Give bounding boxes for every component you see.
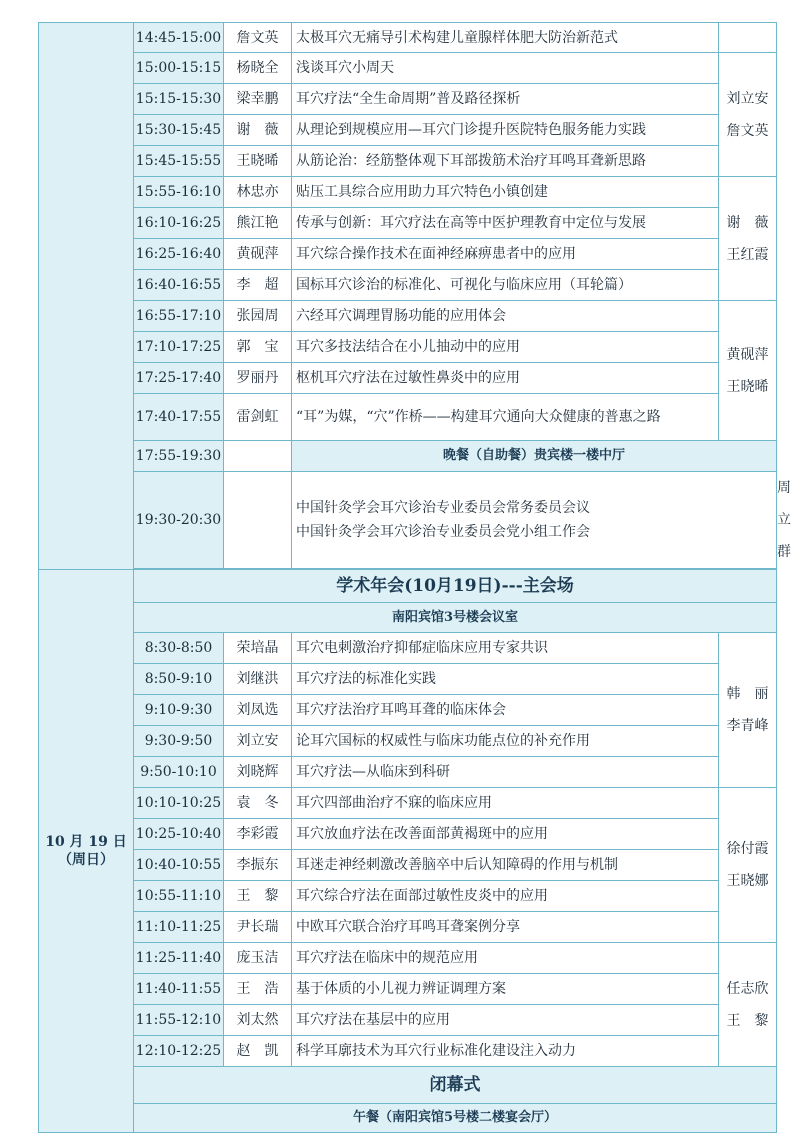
venue-label: 南阳宾馆3号楼会议室 (134, 603, 777, 633)
speaker-name: 郭 宝 (224, 332, 292, 363)
speaker-name: 李 超 (224, 270, 292, 301)
session-time: 15:30-15:45 (134, 115, 224, 146)
session-time: 17:25-17:40 (134, 363, 224, 394)
talk-topic: 基于体质的小儿视力辨证调理方案 (292, 974, 719, 1005)
talk-topic: 浅谈耳穴小周天 (292, 53, 719, 84)
moderator-cell (719, 788, 777, 943)
speaker-name: 李振东 (224, 850, 292, 881)
session-time: 10:25-10:40 (134, 819, 224, 850)
speaker-name: 王 黎 (224, 881, 292, 912)
session-time: 11:55-12:10 (134, 1005, 224, 1036)
speaker-name: 赵 凯 (224, 1036, 292, 1067)
speaker-cell-empty (224, 472, 292, 569)
talk-topic: 从理论到规模应用—耳穴门诊提升医院特色服务能力实践 (292, 115, 719, 146)
talk-topic: 科学耳廓技术为耳穴行业标准化建设注入动力 (292, 1036, 719, 1067)
speaker-name: 雷剑虹 (224, 394, 292, 441)
moderator-name: 王红霞 (726, 246, 769, 263)
talk-topic: 中欧耳穴联合治疗耳鸣耳聋案例分享 (292, 912, 719, 943)
talk-topic: 耳穴综合操作技术在面神经麻痹患者中的应用 (292, 239, 719, 270)
talk-topic: 耳穴疗法治疗耳鸣耳聋的临床体会 (292, 695, 719, 726)
talk-topic: 贴压工具综合应用助力耳穴特色小镇创建 (292, 177, 719, 208)
moderator-name: 韩 丽 (726, 686, 769, 702)
speaker-name: 刘晓辉 (224, 757, 292, 788)
moderator-cell (719, 53, 777, 177)
speaker-name: 尹长瑞 (224, 912, 292, 943)
speaker-name: 詹文英 (224, 23, 292, 53)
session-time: 10:55-11:10 (134, 881, 224, 912)
session-time: 16:40-16:55 (134, 270, 224, 301)
moderator-name: 谢 薇 (726, 214, 769, 231)
speaker-name: 刘立安 (224, 726, 292, 757)
talk-topic: 国标耳穴诊治的标准化、可视化与临床应用（耳轮篇） (292, 270, 719, 301)
talk-topic: 从筋论治：经筋整体观下耳部拨筋术治疗耳鸣耳聋新思路 (292, 146, 719, 177)
moderator-name: 徐付霞 (726, 841, 769, 857)
speaker-name: 谢 薇 (224, 115, 292, 146)
moderator-name: 刘立安 (726, 90, 769, 107)
meeting-cell (292, 472, 777, 569)
speaker-name: 王晓晞 (224, 146, 292, 177)
session-time: 9:10-9:30 (134, 695, 224, 726)
speaker-name: 刘太然 (224, 1005, 292, 1036)
talk-topic: 耳穴四部曲治疗不寐的临床应用 (292, 788, 719, 819)
talk-topic: 枢机耳穴疗法在过敏性鼻炎中的应用 (292, 363, 719, 394)
talk-topic: 耳穴疗法的标准化实践 (292, 664, 719, 695)
day2-date: 10 月 19 日 (45, 834, 127, 850)
speaker-name: 刘凤选 (224, 695, 292, 726)
main-venue-banner: 学术年会(10月19日)---主会场 (134, 570, 777, 603)
speaker-name: 袁 冬 (224, 788, 292, 819)
speaker-name: 罗丽丹 (224, 363, 292, 394)
session-time: 11:25-11:40 (134, 943, 224, 974)
session-time: 15:15-15:30 (134, 84, 224, 115)
speaker-name: 林忠亦 (224, 177, 292, 208)
session-time: 12:10-12:25 (134, 1036, 224, 1067)
talk-topic: 太极耳穴无痛导引术构建儿童腺样体肥大防治新范式 (292, 23, 719, 53)
talk-topic: 耳穴电刺激治疗抑郁症临床应用专家共识 (292, 633, 719, 664)
moderator-name: 王晓娜 (726, 873, 769, 889)
session-time: 8:30-8:50 (134, 633, 224, 664)
talk-topic: 耳穴疗法“全生命周期”普及路径探析 (292, 84, 719, 115)
speaker-name: 刘继洪 (224, 664, 292, 695)
speaker-name: 梁幸鹏 (224, 84, 292, 115)
day2-date-cell (39, 570, 134, 1133)
speaker-name: 张园周 (224, 301, 292, 332)
moderator-name: 詹文英 (726, 122, 769, 139)
talk-topic: 耳穴放血疗法在改善面部黄褐斑中的应用 (292, 819, 719, 850)
day2-weekday: （周日） (58, 852, 114, 868)
talk-topic: 耳迷走神经刺激改善脑卒中后认知障碍的作用与机制 (292, 850, 719, 881)
moderator-name: 李青峰 (726, 718, 769, 734)
moderator-name: 黄砚萍 (726, 346, 769, 363)
session-time: 15:00-15:15 (134, 53, 224, 84)
session-time: 15:55-16:10 (134, 177, 224, 208)
day1-date-cell (39, 23, 134, 570)
dinner-label: 晚餐（自助餐）贵宾楼一楼中厅 (292, 441, 777, 472)
talk-topic: 六经耳穴调理胃肠功能的应用体会 (292, 301, 719, 332)
session-time: 9:30-9:50 (134, 726, 224, 757)
speaker-name: 王 浩 (224, 974, 292, 1005)
talk-topic: 耳穴疗法在基层中的应用 (292, 1005, 719, 1036)
schedule-table: 14:45-15:00 詹文英 太极耳穴无痛导引术构建儿童腺样体肥大防治新范式 15:00-15:15 杨晓全 浅谈耳穴小周天 刘立安 詹文英 15:15-15:30 梁幸鹏 耳穴疗法“全生命周期”普及路径探析 15:30-15:45 谢 薇 从理论到规模应用—耳穴门诊提升医院特色服务能力实践 15:45-15:55 王晓晞 从筋论治：经筋整体观下耳部拨筋术治疗耳鸣耳聋新思路 15:55-16:10 林忠亦 贴压工具综合应用助力耳穴特色小镇创建 谢 薇 王红霞 16:10-16:25 熊江艳 传承与创新：耳穴疗法在高等中医护理教育中定位与发展 16:25-16:40 黄砚萍 耳穴综合操作技术在面神经麻痹患者中的应用 16:40-16:55 李 超 国标耳穴诊治的标准化、可视化与临床应用（耳轮篇） 16:55-17:10 张园周 六经耳穴调理胃肠功能的应用体会 黄砚萍 王晓晞 17:10-17:25 郭 宝 耳穴多技法结合在小儿抽动中的应用 17:25-17:40 罗丽丹 枢机耳穴疗法在过敏性鼻炎中的应用 17:40-17:55 雷剑虹 “耳”为媒，“穴”作桥——构建耳穴通向大众健康的普惠之路 17:55-19:30 晚餐（自助餐）贵宾楼一楼中厅 19:30-20:30 中国针灸学会耳穴诊治专业委员会常务委员会议 中国针灸学会耳穴诊治专业委员会党小组工作会 周立群 10 月 19 日 （周日） 学术年会(10月19日)---主会场 南阳宾馆3号楼会议室 8:30-8:50 荣培晶 耳穴电刺激治疗抑郁症临床应用专家共识 韩 丽 李青峰 8:50-9:10 刘继洪 耳穴疗法的标准化实践 9:10-9:30 刘凤选 耳穴疗法治疗耳鸣耳聋的临床体会 9:30-9:50 刘立安 论耳穴国标的权威性与临床功能点位的补充作用 9:50-10:10 刘晓辉 耳穴疗法—从临床到科研 10:10-10:25 袁 冬 耳穴四部曲治疗不寐的临床应用 徐付霞 王晓娜 10:25-10:40 李彩霞 耳穴放血疗法在改善面部黄褐斑中的应用 10:40-10:55 李振东 耳迷走神经刺激改善脑卒中后认知障碍的作用与机制 10:55-11:10 王 黎 耳穴综合疗法在面部过敏性皮炎中的应用 11:10-11:25 尹长瑞 中欧耳穴联合治疗耳鸣耳聋案例分享 11:25-11:40 庞玉洁 耳穴疗法在临床中的规范应用 任志欣 王 黎 11:40-11:55 王 浩 基于体质的小儿视力辨证调理方案 11:55-12:10 刘太然 耳穴疗法在基层中的应用 12:10-12:25 赵 凯 科学耳廓技术为耳穴行业标准化建设注入动力 闭幕式 午餐（南阳宾馆5号楼二楼宴会厅） (38, 22, 777, 1133)
session-time: 16:55-17:10 (134, 301, 224, 332)
talk-topic: 耳穴疗法—从临床到科研 (292, 757, 719, 788)
moderator-cell (719, 301, 777, 441)
talk-topic: “耳”为媒，“穴”作桥——构建耳穴通向大众健康的普惠之路 (292, 394, 719, 441)
session-time: 15:45-15:55 (134, 146, 224, 177)
session-time: 16:25-16:40 (134, 239, 224, 270)
moderator-name: 任志欣 (726, 980, 769, 997)
moderator-cell-empty (719, 23, 777, 53)
moderator-cell (719, 177, 777, 301)
moderator-name: 王晓晞 (726, 378, 769, 395)
speaker-name: 黄砚萍 (224, 239, 292, 270)
session-time: 17:10-17:25 (134, 332, 224, 363)
session-time: 10:10-10:25 (134, 788, 224, 819)
speaker-name: 杨晓全 (224, 53, 292, 84)
speaker-name: 李彩霞 (224, 819, 292, 850)
meeting-line: 中国针灸学会耳穴诊治专业委员会党小组工作会 (296, 524, 590, 540)
session-time: 17:40-17:55 (134, 394, 224, 441)
session-time: 14:45-15:00 (134, 23, 224, 53)
session-time: 8:50-9:10 (134, 664, 224, 695)
speaker-name: 熊江艳 (224, 208, 292, 239)
closing-ceremony: 闭幕式 (134, 1067, 777, 1104)
speaker-name: 荣培晶 (224, 633, 292, 664)
session-time: 9:50-10:10 (134, 757, 224, 788)
session-time: 10:40-10:55 (134, 850, 224, 881)
talk-topic: 耳穴疗法在临床中的规范应用 (292, 943, 719, 974)
talk-topic: 耳穴多技法结合在小儿抽动中的应用 (292, 332, 719, 363)
talk-topic: 传承与创新：耳穴疗法在高等中医护理教育中定位与发展 (292, 208, 719, 239)
dinner-time: 17:55-19:30 (134, 441, 224, 472)
lunch-label: 午餐（南阳宾馆5号楼二楼宴会厅） (134, 1104, 777, 1133)
speaker-cell-empty (224, 441, 292, 472)
session-time: 16:10-16:25 (134, 208, 224, 239)
moderator-cell (719, 943, 777, 1067)
meeting-line: 中国针灸学会耳穴诊治专业委员会常务委员会议 (296, 500, 590, 516)
session-time: 11:10-11:25 (134, 912, 224, 943)
talk-topic: 耳穴综合疗法在面部过敏性皮炎中的应用 (292, 881, 719, 912)
speaker-name: 庞玉洁 (224, 943, 292, 974)
session-time: 11:40-11:55 (134, 974, 224, 1005)
moderator-name: 王 黎 (726, 1012, 769, 1029)
talk-topic: 论耳穴国标的权威性与临床功能点位的补充作用 (292, 726, 719, 757)
meeting-time: 19:30-20:30 (134, 472, 224, 569)
moderator-cell (719, 633, 777, 788)
